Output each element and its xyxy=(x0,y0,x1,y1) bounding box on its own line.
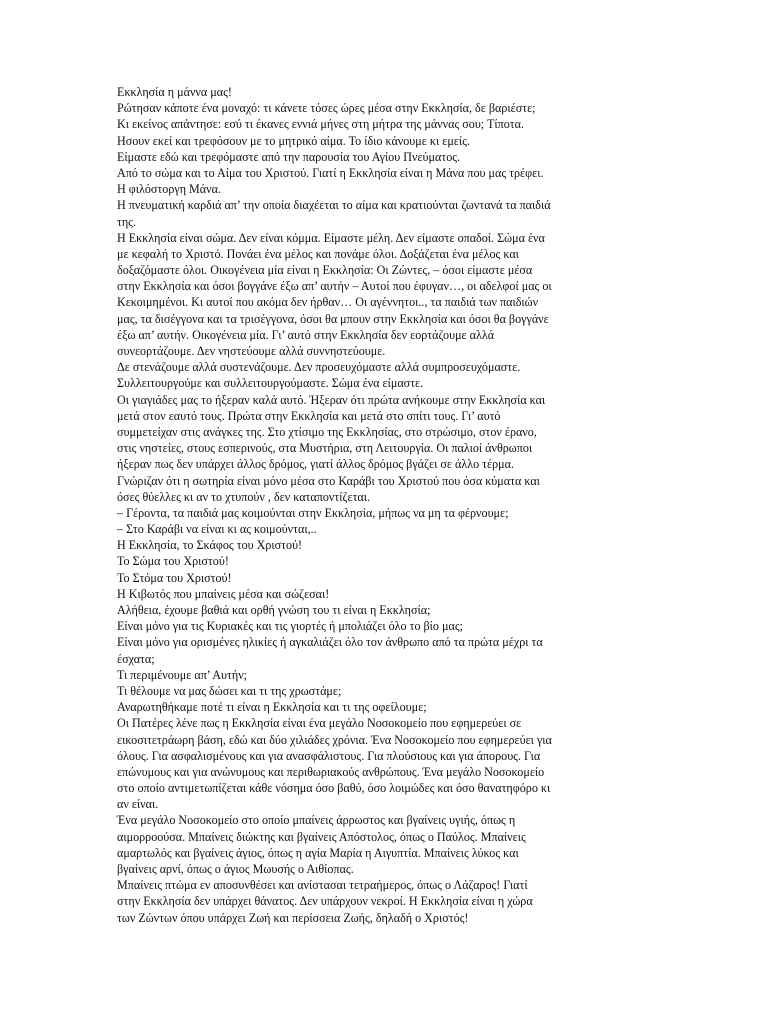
text-line: συνεορτάζουμε. Δεν νηστεύουμε αλλά συννηστεύουμε. xyxy=(117,344,386,358)
text-line: Δε στενάζουμε αλλά συστενάζουμε. Δεν προσευχόμαστε αλλά συμπροσευχόμαστε. xyxy=(117,360,521,375)
text-line: – Γέροντα, τα παιδιά μας κοιμούνται στην Εκκλησία, μήπως να μη τα φέρνουμε; xyxy=(117,505,509,520)
text-line: δοξαζόμαστε όλοι. Οικογένεια μία είναι η Εκκλησία: Οι Ζώντες, – όσοι είμαστε μέσα xyxy=(117,263,533,278)
text-line: Κεκοιμημένοι. Κι αυτοί που ακόμα δεν ήρθαν… Οι αγέννητοι.., τα παιδιά των παιδιών xyxy=(117,295,539,310)
document-body xyxy=(117,84,655,926)
text-line: – Στο Καράβι να είναι κι ας κοιμούνται,.. xyxy=(117,522,317,537)
text-line: Είναι μόνο για τις Κυριακές και τις γιορτές ή μπολιάζει όλο το βίο μας; xyxy=(117,619,463,634)
text-line: Το Στόμα του Χριστού! xyxy=(117,570,232,585)
text-line: με κεφαλή το Χριστό. Πονάει ένα μέλος και πονάμε όλοι. Δοξάζεται ένα μέλος και xyxy=(117,246,519,261)
text-line: Κι εκείνος απάντησε: εσύ τι έκανες εννιά μήνες στη μήτρα της μάννας σου; Τίποτα. xyxy=(117,117,524,132)
text-line: Η Εκκλησία, το Σκάφος του Χριστού! xyxy=(117,538,303,553)
text-line: Τι περιμένουμε απ’ Αυτήν; xyxy=(117,667,248,682)
text-line: Οι Πατέρες λένε πως η Εκκλησία είναι ένα μεγάλο Νοσοκομείο που εφημερεύει σε xyxy=(117,716,522,731)
text-line: Συλλειτουργούμε και συλλειτουργούμαστε. Σώμα ένα είμαστε. xyxy=(117,376,424,391)
text-line: Η φιλόστοργη Μάνα. xyxy=(117,182,221,197)
text-line: αμαρτωλός και βγαίνεις άγιος, όπως η αγία Μαρία η Αιγυπτία. Μπαίνεις λύκος και xyxy=(117,845,519,860)
text-line: Είναι μόνο για ορισμένες ηλικίες ή αγκαλιάζει όλο τον άνθρωπο από τα πρώτα μέχρι τα xyxy=(117,635,543,650)
text-line: Αλήθεια, έχουμε βαθιά και ορθή γνώση του τι είναι η Εκκλησία; xyxy=(117,603,431,617)
text-line: Εκκλησία η μάννα μας! xyxy=(117,85,232,99)
text-line: εικοσιτετράωρη βάση, εδώ και δύο χιλιάδες χρόνια. Ένα Νοσοκομείο που εφημερεύει για xyxy=(117,732,552,747)
text-line: Ένα μεγάλο Νοσοκομείο στο οποίο μπαίνεις άρρωστος και βγαίνεις υγιής, όπως η xyxy=(117,813,516,828)
text-line: έσχατα; xyxy=(117,651,155,666)
text-line: αιμορροούσα. Μπαίνεις διώκτης και βγαίνεις Απόστολος, όπως ο Παύλος. Μπαίνεις xyxy=(117,829,526,844)
text-line: Η Κιβωτός που μπαίνεις μέσα και σώζεσαι! xyxy=(117,586,330,601)
text-line: Η Εκκλησία είναι σώμα. Δεν είναι κόμμα. Είμαστε μέλη. Δεν είμαστε οπαδοί. Σώμα ένα xyxy=(117,230,545,245)
text-line: όσες θύελλες κι αν το χτυπούν , δεν καταποντίζεται. xyxy=(117,489,371,504)
text-line: στις νηστείες, στους εσπερινούς, στα Μυστήρια, στη Λειτουργία. Οι παλιοί άνθρωποι xyxy=(117,441,533,456)
text-line: συμμετείχαν στις ανάγκες της. Στο χτίσιμο της Εκκλησίας, στο στρώσιμο, στον έρανο, xyxy=(117,424,537,439)
text-line: Γνώριζαν ότι η σωτηρία είναι μόνο μέσα στο Καράβι του Χριστού που όσα κύματα και xyxy=(117,473,540,488)
text-line: της. xyxy=(117,214,136,229)
text-line: Η πνευματική καρδιά απ’ την οποία διαχέεται το αίμα και κρατιούνται ζωντανά τα παιδιά xyxy=(117,198,551,213)
text-line: Το Σώμα του Χριστού! xyxy=(117,554,229,569)
text-line: μας, τα δισέγγονα και τα τρισέγγονα, όσοι θα μπουν στην Εκκλησία και όσοι θα βογγάνε xyxy=(117,311,549,326)
text-line: των Ζώντων όπου υπάρχει Ζωή και περίσσεια Ζωής, δηλαδή ο Χριστός! xyxy=(117,910,469,925)
text-line: αν είναι. xyxy=(117,797,159,812)
text-line: στην Εκκλησία και όσοι βογγάνε έξω απ’ αυτήν – Αυτοί που έφυγαν…, οι αδελφοί μας οι xyxy=(117,279,552,294)
text-line: Ησουν εκεί και τρεφόσουν με το μητρικό αίμα. Το ίδιο κάνουμε κι εμείς. xyxy=(117,133,470,148)
text-line: Από το σώμα και το Αίμα του Χριστού. Γιατί η Εκκλησία είναι η Μάνα που μας τρέφει. xyxy=(117,165,544,180)
text-line: Μπαίνεις πτώμα εν αποσυνθέσει και ανίστασαι τετραήμερος, όπως ο Λάζαρος! Γιατί xyxy=(117,878,528,893)
text-line: Οι γιαγιάδες μας το ήξεραν καλά αυτό. Ήξεραν ότι πρώτα ανήκουμε στην Εκκλησία και xyxy=(117,392,546,407)
text-line: Είμαστε εδώ και τρεφόμαστε από την παρουσία του Αγίου Πνεύματος. xyxy=(117,149,461,164)
text-line: βγαίνεις αρνί, όπως ο άγιος Μωυσής ο Αιθίοπας. xyxy=(117,862,354,876)
text-line: Αναρωτηθήκαμε ποτέ τι είναι η Εκκλησία και τι της οφείλουμε; xyxy=(117,700,427,715)
text-line: έξω απ’ αυτήν. Οικογένεια μία. Γι’ αυτό στην Εκκλησία δεν εορτάζουμε αλλά xyxy=(117,327,495,342)
text-line: ήξεραν πως δεν υπάρχει άλλος δρόμος, γιατί άλλος δρόμος βγάζει σε άλλο τέρμα. xyxy=(117,457,514,472)
text-line: στην Εκκλησία δεν υπάρχει θάνατος. Δεν υπάρχουν νεκροί. Η Εκκλησία είναι η χώρα xyxy=(117,894,533,909)
text-line: επώνυμους και για ανώνυμους και περιθωριακούς ανθρώπους. Ένα μεγάλο Νοσοκομείο xyxy=(117,764,545,779)
text-line: Ρώτησαν κάποτε ένα μοναχό: τι κάνετε τόσες ώρες μέσα στην Εκκλησία, δε βαριέστε; xyxy=(117,101,536,116)
text-line: όλους. Για ασφαλισμένους και για ανασφάλιστους. Για πλούσιους και για άπορους. Για xyxy=(117,748,541,763)
text-line: Τι θέλουμε να μας δώσει και τι της χρωστάμε; xyxy=(117,683,342,698)
text-line: μετά στον εαυτό τους. Πρώτα στην Εκκλησία και μετά στο σπίτι τους. Γι’ αυτό xyxy=(117,408,501,423)
text-line: στο οποίο αντιμετωπίζεται κάθε νόσημα όσο βαθύ, όσο λοιμώδες και όσο θανατηφόρο κι xyxy=(117,781,551,796)
